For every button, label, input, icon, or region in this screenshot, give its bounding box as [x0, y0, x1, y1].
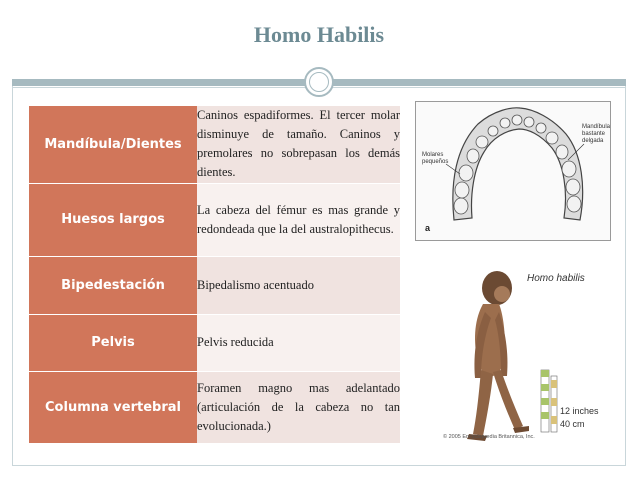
trait-name: Columna vertebral [29, 371, 197, 443]
trait-name: Mandíbula/Dientes [29, 106, 197, 183]
mandible-label: Mandíbula bastante delgada [582, 124, 611, 144]
trait-description: Pelvis reducida [197, 314, 400, 371]
molars-label: Molares pequeños [422, 152, 449, 165]
panel-letter: a [425, 223, 431, 233]
scale-bar [541, 370, 557, 432]
mandible-drawing-icon [416, 102, 610, 240]
trait-description: La cabeza del fémur es mas grande y redondeada que la del australopithecus. [197, 183, 400, 256]
traits-table [29, 106, 400, 444]
trait-name: Bipedestación [29, 256, 197, 314]
frame-left [12, 86, 13, 466]
trait-description: Foramen magno mas adelantado (articulación de la cabeza no tan evolucionada.) [197, 371, 400, 443]
trait-description: Caninos espadiformes. El tercer molar disminuye de tamaño. Caninos y premolares no sobrepasan los demás dientes. [197, 106, 400, 183]
table-row [29, 256, 400, 314]
trait-name: Pelvis [29, 314, 197, 371]
homo-habilis-illustration [439, 258, 622, 448]
scale-cm-label: 40 cm [560, 419, 585, 429]
scale-inches-label: 12 inches [560, 406, 599, 416]
figure-caption: Homo habilis [527, 273, 585, 284]
frame-right [625, 86, 626, 466]
jaw-illustration [415, 101, 611, 241]
slide-title: Homo Habilis [253, 22, 385, 47]
decorative-ring-icon [304, 67, 334, 97]
table-row [29, 314, 400, 371]
table-row [29, 106, 400, 183]
hominid-silhouette-icon [439, 258, 622, 448]
trait-name: Huesos largos [29, 183, 197, 256]
trait-description: Bipedalismo acentuado [197, 256, 400, 314]
frame-bottom [12, 465, 626, 466]
table-row [29, 371, 400, 443]
copyright-notice: © 2005 Encyclopædia Britannica, Inc. [443, 434, 535, 440]
table-row [29, 183, 400, 256]
